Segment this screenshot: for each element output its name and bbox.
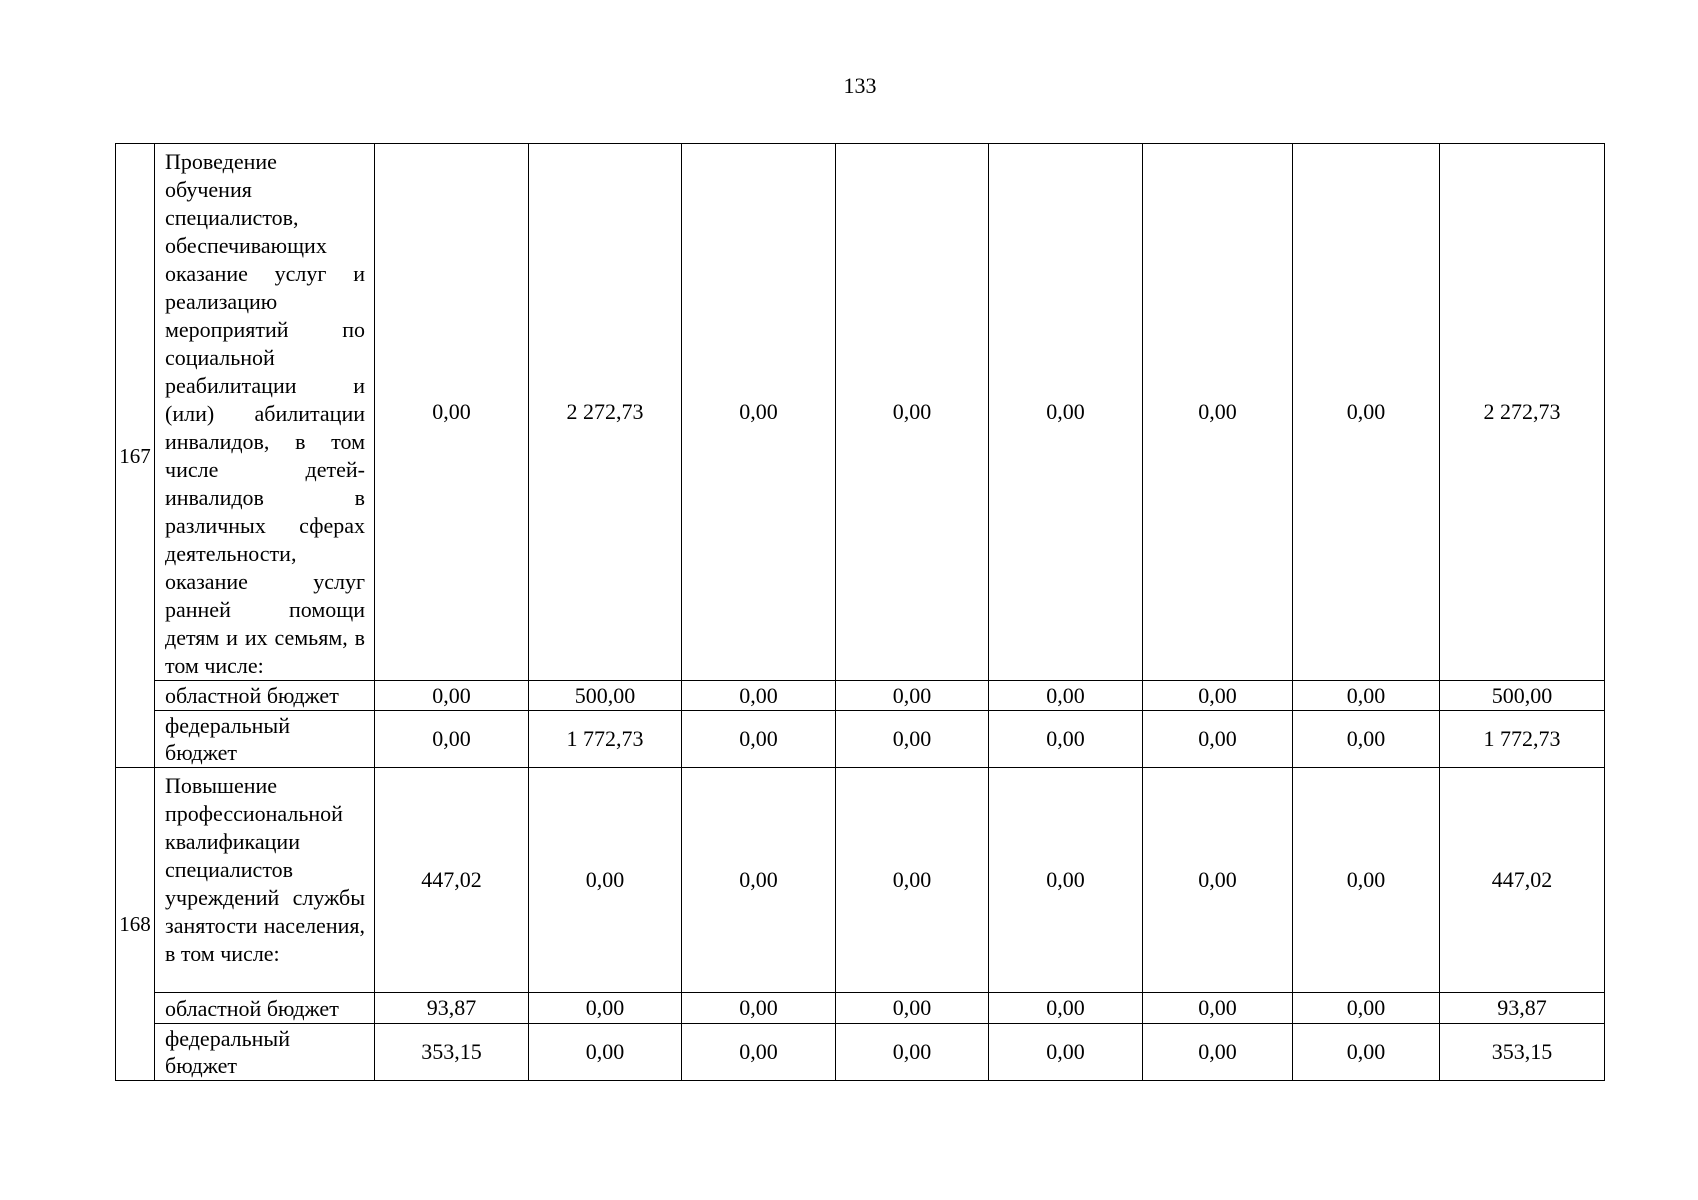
value-cell: 0,00 bbox=[836, 681, 989, 711]
table-row bbox=[116, 711, 1605, 768]
value-cell: 447,02 bbox=[375, 768, 529, 993]
value-cell: 1 772,73 bbox=[529, 711, 682, 768]
sub-row-label: областной бюджет bbox=[155, 993, 375, 1024]
value-cell: 0,00 bbox=[1293, 768, 1440, 993]
value-cell: 0,00 bbox=[1293, 681, 1440, 711]
total-cell: 1 772,73 bbox=[1440, 711, 1605, 768]
row-title: Повышение профессиональной квалификации специалистов учреждений службы занятости населения, в том числе: bbox=[155, 768, 375, 993]
value-cell: 0,00 bbox=[1293, 1024, 1440, 1081]
value-cell: 0,00 bbox=[836, 768, 989, 993]
value-cell: 0,00 bbox=[682, 711, 836, 768]
total-cell: 93,87 bbox=[1440, 993, 1605, 1024]
page-number: 133 bbox=[843, 73, 877, 98]
total-cell: 447,02 bbox=[1440, 768, 1605, 993]
value-cell: 0,00 bbox=[836, 711, 989, 768]
value-cell: 0,00 bbox=[682, 144, 836, 681]
total-cell: 2 272,73 bbox=[1440, 144, 1605, 681]
value-cell: 0,00 bbox=[1143, 681, 1293, 711]
table-row bbox=[116, 768, 1605, 993]
value-cell: 0,00 bbox=[1143, 993, 1293, 1024]
table-row bbox=[116, 144, 1605, 681]
value-cell: 0,00 bbox=[682, 993, 836, 1024]
value-cell: 0,00 bbox=[989, 681, 1143, 711]
sub-row-label: федеральный бюджет bbox=[155, 1024, 375, 1081]
value-cell: 0,00 bbox=[1143, 768, 1293, 993]
value-cell: 0,00 bbox=[989, 993, 1143, 1024]
value-cell: 0,00 bbox=[1293, 144, 1440, 681]
value-cell: 0,00 bbox=[375, 711, 529, 768]
value-cell: 353,15 bbox=[375, 1024, 529, 1081]
value-cell: 0,00 bbox=[529, 993, 682, 1024]
value-cell: 500,00 bbox=[529, 681, 682, 711]
row-number: 168 bbox=[116, 768, 155, 1081]
value-cell: 0,00 bbox=[1143, 711, 1293, 768]
value-cell: 2 272,73 bbox=[529, 144, 682, 681]
value-cell: 0,00 bbox=[989, 711, 1143, 768]
row-number: 167 bbox=[116, 144, 155, 768]
value-cell: 0,00 bbox=[682, 681, 836, 711]
value-cell: 0,00 bbox=[989, 768, 1143, 993]
value-cell: 0,00 bbox=[989, 144, 1143, 681]
value-cell: 0,00 bbox=[1143, 144, 1293, 681]
row-title: Проведение обучения специалистов, обеспечивающих оказание услуг и реализацию мероприятий по социальной реабилитации и (или) абилитации инвалидов, в том числе детей-инвалидов в различных сферах деятельности, оказание услуг ранней помощи детям и их семьям, в том числе: bbox=[155, 144, 375, 681]
total-cell: 500,00 bbox=[1440, 681, 1605, 711]
value-cell: 0,00 bbox=[375, 681, 529, 711]
value-cell: 0,00 bbox=[1293, 993, 1440, 1024]
table-row bbox=[116, 681, 1605, 711]
value-cell: 0,00 bbox=[1143, 1024, 1293, 1081]
value-cell: 0,00 bbox=[529, 1024, 682, 1081]
value-cell: 0,00 bbox=[836, 993, 989, 1024]
table-row bbox=[116, 1024, 1605, 1081]
budget-table bbox=[115, 143, 1605, 1081]
value-cell: 0,00 bbox=[1293, 711, 1440, 768]
sub-row-label: федеральный бюджет bbox=[155, 711, 375, 768]
value-cell: 0,00 bbox=[529, 768, 682, 993]
value-cell: 0,00 bbox=[682, 1024, 836, 1081]
value-cell: 0,00 bbox=[989, 1024, 1143, 1081]
value-cell: 0,00 bbox=[836, 144, 989, 681]
total-cell: 353,15 bbox=[1440, 1024, 1605, 1081]
value-cell: 93,87 bbox=[375, 993, 529, 1024]
value-cell: 0,00 bbox=[836, 1024, 989, 1081]
value-cell: 0,00 bbox=[682, 768, 836, 993]
value-cell: 0,00 bbox=[375, 144, 529, 681]
sub-row-label: областной бюджет bbox=[155, 681, 375, 711]
table-row bbox=[116, 993, 1605, 1024]
